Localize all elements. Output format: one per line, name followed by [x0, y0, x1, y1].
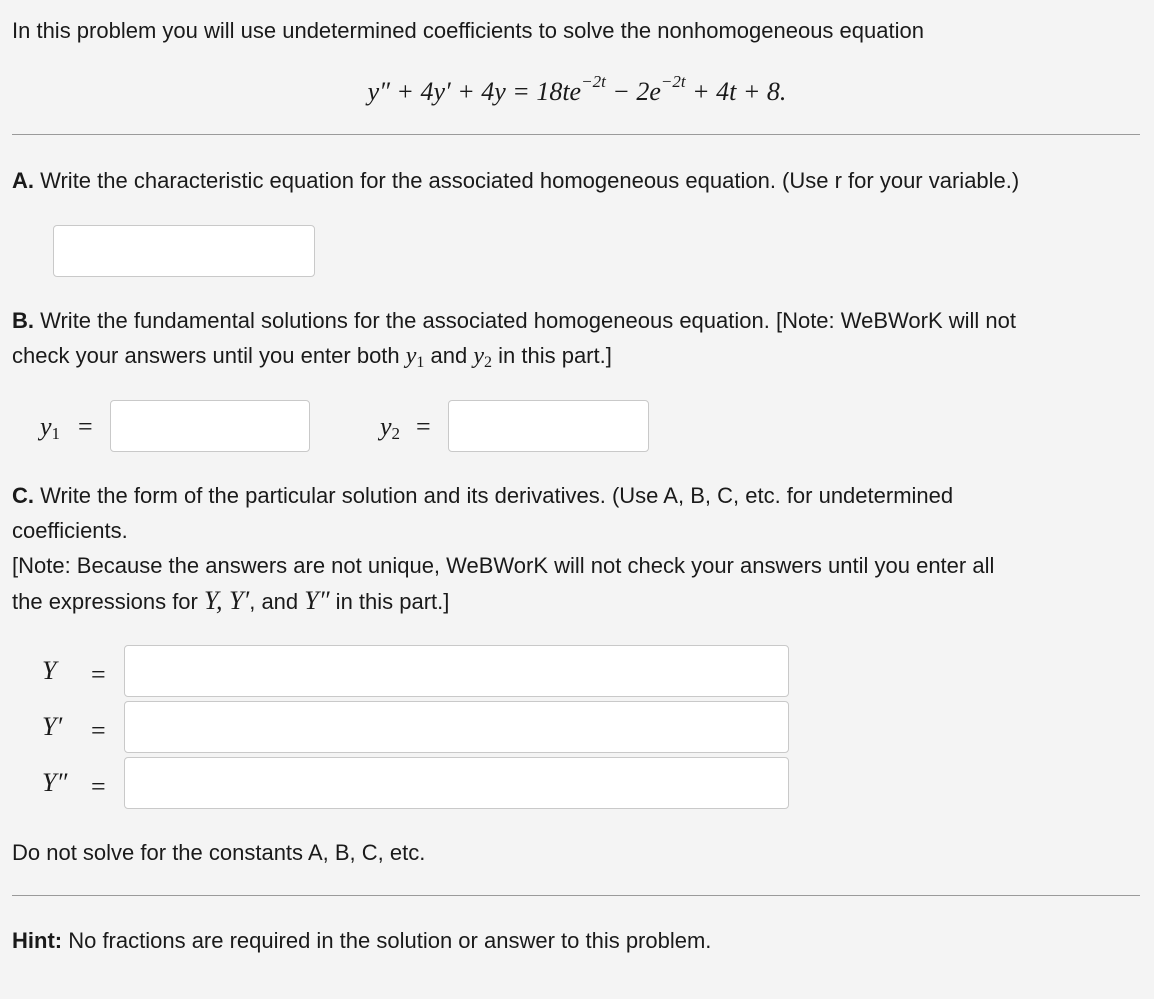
Y-label — [42, 656, 56, 686]
Y-input[interactable] — [124, 645, 789, 697]
y2-label-var: y — [380, 412, 392, 441]
inline-y2-label: y — [473, 343, 485, 369]
part-b-prompt-line1 — [12, 304, 1016, 338]
y1-input[interactable] — [110, 400, 310, 452]
part-c-text-line1: Write the form of the particular solution and its derivatives. (Use A, B, C, etc. for undetermined — [34, 483, 954, 508]
part-c-prompt-line2: coefficients. — [12, 518, 128, 543]
Y-equals: = — [91, 660, 106, 689]
y1-label — [40, 412, 60, 449]
part-b-text-line1: Write the fundamental solutions for the associated homogeneous equation. [Note: WeBWorK will not — [34, 308, 1016, 333]
y2-input[interactable] — [448, 400, 649, 452]
part-b-inline-y1 — [406, 343, 425, 369]
Yprime-label-var: Y′ — [42, 712, 63, 741]
y2-label — [380, 412, 400, 449]
Yprime-input[interactable] — [124, 701, 789, 753]
part-a-text: Write the characteristic equation for the associated homogeneous equation. (Use r for your variable.) — [34, 168, 1020, 193]
inline-y1-label: y — [405, 343, 417, 369]
Ydoubleprime-equals: = — [91, 772, 106, 801]
Yprime-equals: = — [91, 716, 106, 745]
Y-label-var: Y — [42, 656, 57, 685]
divider-bottom — [12, 895, 1140, 896]
Ydoubleprime-label-var: Y″ — [42, 768, 68, 797]
y2-label-sub: 2 — [391, 424, 401, 443]
hint-label: Hint: — [12, 928, 63, 953]
hint — [12, 924, 711, 958]
equation-exp1: −2t — [581, 72, 606, 91]
equation-lhs: y″ + 4y′ + 4y = 18te — [367, 77, 582, 106]
inline-y1-sub: 1 — [416, 354, 425, 371]
Yprime-label — [42, 712, 62, 742]
y1-equals: = — [78, 412, 93, 441]
part-c-line4-mid: , and — [249, 589, 305, 614]
part-c-line4-math2: Y″ — [304, 586, 330, 615]
part-b-inline-y2 — [473, 343, 492, 369]
equation-exp2: −2t — [660, 72, 686, 91]
part-a-prompt — [12, 164, 1019, 198]
Ydoubleprime-input[interactable] — [124, 757, 789, 809]
Ydoubleprime-label — [42, 768, 67, 798]
part-c-prompt-line1 — [12, 479, 953, 513]
equation-rhs: + 4t + 8. — [685, 77, 787, 106]
part-c-line4-pre: the expressions for — [12, 589, 204, 614]
divider-top — [12, 134, 1140, 135]
intro-text: In this problem you will use undetermined coefficients to solve the nonhomogeneous equation — [12, 18, 924, 43]
part-b-line2-pre: check your answers until you enter both — [12, 343, 406, 368]
characteristic-equation-input[interactable] — [53, 225, 315, 277]
part-c-prompt-line4 — [12, 584, 449, 619]
part-a-letter: A. — [12, 168, 34, 193]
part-b-letter: B. — [12, 308, 34, 333]
part-b-prompt-line2 — [12, 339, 612, 380]
y2-equals: = — [416, 412, 431, 441]
hint-text: No fractions are required in the solution or answer to this problem. — [62, 928, 712, 953]
y1-label-var: y — [40, 412, 52, 441]
constants-note: Do not solve for the constants A, B, C, etc. — [12, 840, 426, 865]
part-c-line4-post: in this part.] — [329, 589, 450, 614]
y1-label-sub: 1 — [51, 424, 61, 443]
part-b-line2-post: in this part.] — [492, 343, 612, 368]
main-equation — [0, 72, 1154, 107]
equation-mid: − 2e — [605, 77, 661, 106]
part-c-line4-math: Y, Y′ — [203, 586, 250, 615]
part-b-line2-mid: and — [424, 343, 474, 368]
part-c-prompt-line3: [Note: Because the answers are not unique, WeBWorK will not check your answers until you enter all — [12, 553, 995, 578]
inline-y2-sub: 2 — [484, 354, 493, 371]
part-c-letter: C. — [12, 483, 34, 508]
